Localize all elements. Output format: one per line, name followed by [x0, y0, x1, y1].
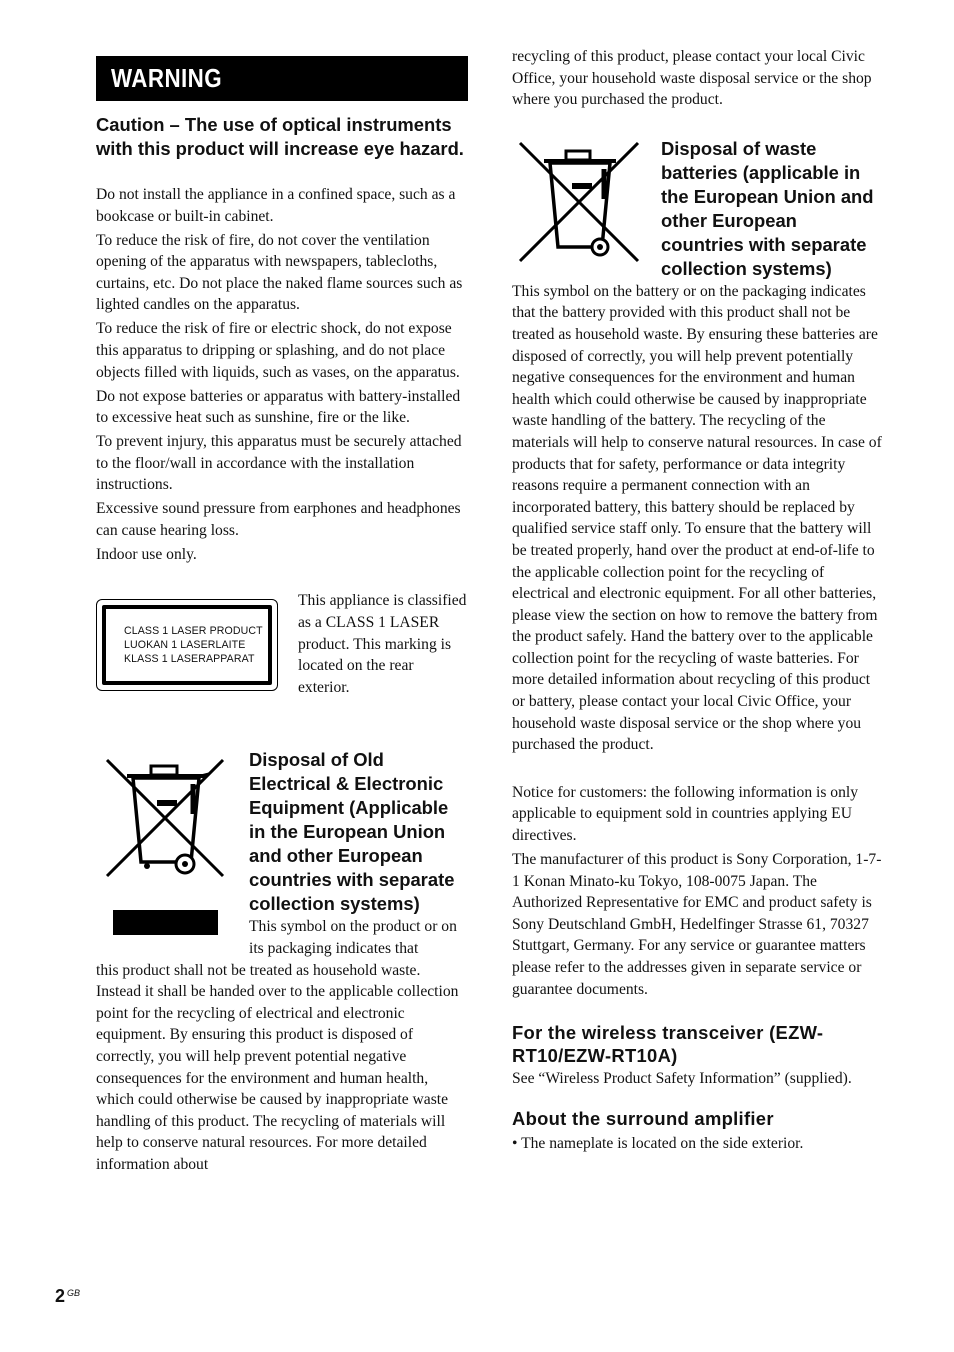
wireless-heading: For the wireless transceiver (EZW-RT10/EZW-RT10A)	[512, 1022, 824, 1066]
laser-section	[96, 590, 468, 698]
right-column	[512, 46, 884, 1154]
paragraph: To reduce the risk of fire or electric shock, do not expose this apparatus to dripping or splashing, and do not place objects filled with liquids, such as vases, on the apparatus.	[96, 320, 460, 381]
left-column	[96, 56, 468, 1176]
battery-paragraph: This symbol on the battery or on the packaging indicates that the battery provided with this product shall not be treated as household waste. By ensuring these batteries are disposed of correctly, you will help prevent potentially negative consequences for the environment and human health which could otherwise be caused by inappropriate waste handling of the battery. The recycling of the materials will help to conserve natural resources. In case of products that for safety, performance or data integrity reasons require a permanent connection with an incorporated battery, this battery should be replaced by qualified service staff only. To ensure that the battery will be treated properly, hand over the product at end-of-life to the applicable collection point for the recycling of electrical and electronic equipment. For all other batteries, please view the section on how to remove the battery from the product safely. Hand the battery over to the applicable collection point for the recycling of waste batteries. For more detailed information about recycling of this product or battery, please contact your local Civic Office, your household waste disposal service or the shop where you purchased the product.	[512, 282, 882, 754]
paragraph: Excessive sound pressure from earphones and headphones can cause hearing loss.	[96, 500, 461, 539]
weee-paragraph-start: This symbol on the product or on its packaging indicates that	[249, 918, 457, 957]
paragraph: Do not expose batteries or apparatus with battery-installed to excessive heat such as sunshine, fire or the like.	[96, 387, 461, 427]
paragraph: Indoor use only.	[96, 545, 197, 563]
paragraph: To prevent injury, this apparatus must be securely attached to the floor/wall in accordance with the installation instructions.	[96, 433, 462, 494]
continuation-paragraph: recycling of this product, please contact your local Civic Office, your household waste disposal service or the shop where you purchased the product.	[512, 48, 872, 109]
amplifier-bullet: • The nameplate is located on the side exterior.	[512, 1134, 804, 1152]
eu-notice: Notice for customers: the following information is only applicable to equipment sold in countries applying EU directives.	[512, 783, 859, 845]
paragraph: Do not install the appliance in a confined space, such as a bookcase or built-in cabinet.	[96, 186, 456, 225]
caution-heading: Caution – The use of optical instruments with this product will increase eye hazard.	[96, 114, 464, 159]
battery-heading: Disposal of waste batteries (applicable in the European Union and other European countries with separate collection systems)	[661, 137, 874, 279]
page-number	[55, 1286, 80, 1307]
weee-paragraph: this product shall not be treated as household waste. Instead it shall be handed over to the applicable collection point for the recycling of electrical and electronic equipment. By ensuring this product is disposed of correctly, you will help prevent potential negative consequences for the environment and human health, which could otherwise be caused by inappropriate waste handling of this product. The recycling of materials will help to conserve natural resources. For more detailed information about	[96, 961, 459, 1173]
warning-title: WARNING	[111, 63, 223, 93]
crossed-out-battery-bin-icon	[518, 139, 642, 265]
crossed-out-bin-icon	[105, 758, 227, 890]
laser-label-line: CLASS 1 LASER PRODUCT	[124, 625, 263, 638]
page-number-value: 2	[55, 1286, 66, 1306]
laser-label	[96, 599, 278, 691]
amplifier-heading: About the surround amplifier	[512, 1107, 774, 1129]
laser-label-line: KLASS 1 LASERAPPARAT	[124, 653, 255, 666]
manufacturer-paragraph: The manufacturer of this product is Sony Corporation, 1-7-1 Konan Minato-ku Tokyo, 108-0075 Japan. The Authorized Representative for EMC and product safety is Sony Deutschland GmbH, Hedelfinger Strasse 61, 70327 Stuttgart, Germany. For any service or guarantee matters please refer to the addresses given in separate service or guarantee documents.	[512, 851, 882, 998]
battery-section	[512, 137, 884, 756]
weee-heading: Disposal of Old Electrical & Electronic Equipment (Applicable in the European Union and other European countries with separate collection systems)	[249, 749, 455, 915]
weee-section	[96, 748, 468, 1175]
page-number-suffix: GB	[67, 1288, 81, 1298]
wireless-paragraph: See “Wireless Product Safety Information” (supplied).	[512, 1070, 852, 1088]
laser-description: This appliance is classified as a CLASS 1 LASER product. This marking is located on the rear exterior.	[298, 592, 467, 696]
weee-black-bar	[113, 910, 218, 935]
warning-banner	[96, 56, 468, 101]
laser-label-line: LUOKAN 1 LASERLAITE	[124, 639, 246, 652]
paragraph: To reduce the risk of fire, do not cover the ventilation opening of the apparatus with newspapers, tablecloths, curtains, etc. Do not place the naked flame sources such as lighted candles on the apparatus.	[96, 231, 463, 314]
